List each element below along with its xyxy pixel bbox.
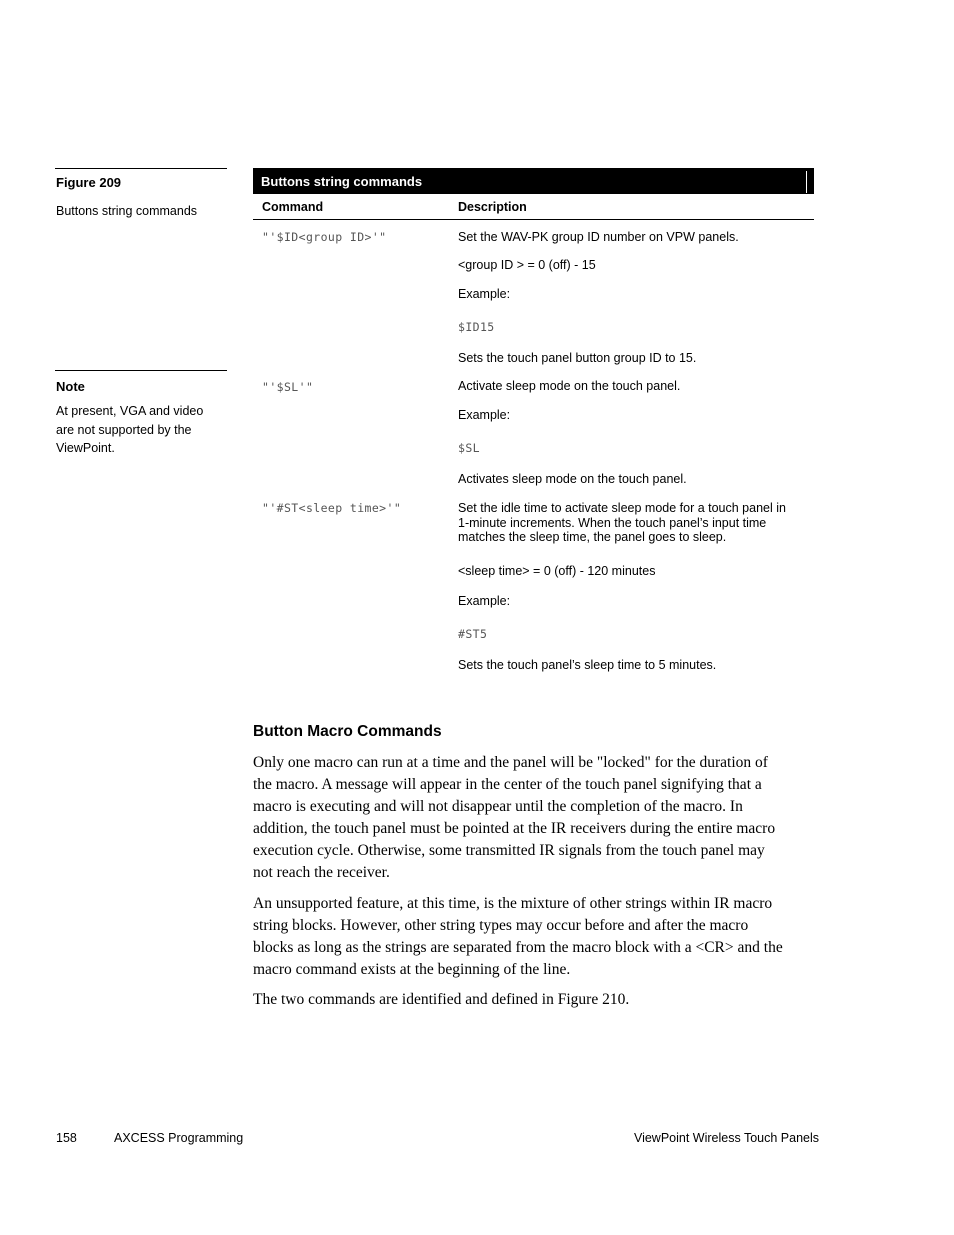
paragraph-line: Only one macro can run at a time and the panel will be "locked" for the duration of [253, 754, 768, 771]
footer-right-title: ViewPoint Wireless Touch Panels [633, 1131, 819, 1145]
paragraph-line: addition, the touch panel must be pointed at the IR receivers during the entire macro [253, 820, 776, 837]
example-code: $ID15 [458, 320, 495, 334]
page-number: 158 [56, 1131, 77, 1145]
description-text [458, 501, 786, 545]
command-cell: "'$ID<group ID>'" [262, 230, 387, 244]
paragraph-line: execution cycle. Otherwise, some transmitted IR signals from the touch panel may [253, 842, 765, 859]
example-label: Example: [458, 594, 511, 608]
header-rule [253, 219, 814, 220]
column-header-command: Command [262, 200, 324, 214]
description-line: matches the sleep time, the panel goes to sleep. [458, 530, 727, 544]
example-code: $SL [458, 441, 480, 455]
note-line: At present, VGA and video [56, 404, 204, 418]
command-cell: "'$SL'" [262, 380, 314, 394]
paragraph-line: the macro. A message will appear in the center of the touch panel signifying that a [253, 776, 762, 793]
table-title: Buttons string commands [261, 174, 423, 189]
section-heading: Button Macro Commands [253, 723, 442, 740]
paragraph-line: macro command exists at the beginning of the line. [253, 961, 571, 978]
figure-rule [55, 168, 227, 169]
description-text: <sleep time> = 0 (off) - 120 minutes [458, 564, 656, 578]
description-text: <group ID > = 0 (off) - 15 [458, 258, 596, 272]
description-text: Set the WAV-PK group ID number on VPW panels. [458, 230, 739, 244]
note-text [56, 402, 203, 458]
footer-left-title: AXCESS Programming [114, 1131, 244, 1145]
body-paragraph [253, 893, 823, 981]
figure-label: Figure 209 [56, 175, 122, 190]
description-text: Activate sleep mode on the touch panel. [458, 379, 681, 393]
note-rule [55, 370, 227, 371]
example-description: Sets the touch panel’s sleep time to 5 minutes. [458, 658, 717, 672]
example-description: Activates sleep mode on the touch panel. [458, 472, 687, 486]
table-title-bar [253, 168, 814, 194]
column-header-description: Description [458, 200, 527, 214]
paragraph-line: macro is executing and will not disappear until the completion of the macro. In [253, 798, 743, 815]
paragraph-line: string blocks. However, other string types may occur before and after the macro [253, 917, 749, 934]
example-label: Example: [458, 408, 511, 422]
command-cell: "'#ST<sleep time>'" [262, 501, 402, 515]
example-label: Example: [458, 287, 511, 301]
body-paragraph: The two commands are identified and defined in Figure 210. [253, 991, 630, 1008]
example-code: #ST5 [458, 627, 488, 641]
body-paragraph [253, 752, 823, 884]
description-line: 1-minute increments. When the touch panel’s input time [458, 515, 767, 530]
paragraph-line: An unsupported feature, at this time, is the mixture of other strings within IR macro [253, 895, 773, 912]
note-label: Note [56, 379, 85, 394]
paragraph-line: not reach the receiver. [253, 864, 390, 881]
figure-caption: Buttons string commands [56, 204, 198, 218]
example-description: Sets the touch panel button group ID to 15. [458, 351, 697, 365]
note-line: ViewPoint. [56, 441, 115, 455]
description-line: Set the idle time to activate sleep mode for a touch panel in [458, 501, 786, 515]
paragraph-line: blocks as long as the strings are separated from the macro block with a <CR> and the [253, 939, 783, 956]
note-line: are not supported by the [56, 422, 192, 437]
table-title-divider [806, 171, 807, 193]
